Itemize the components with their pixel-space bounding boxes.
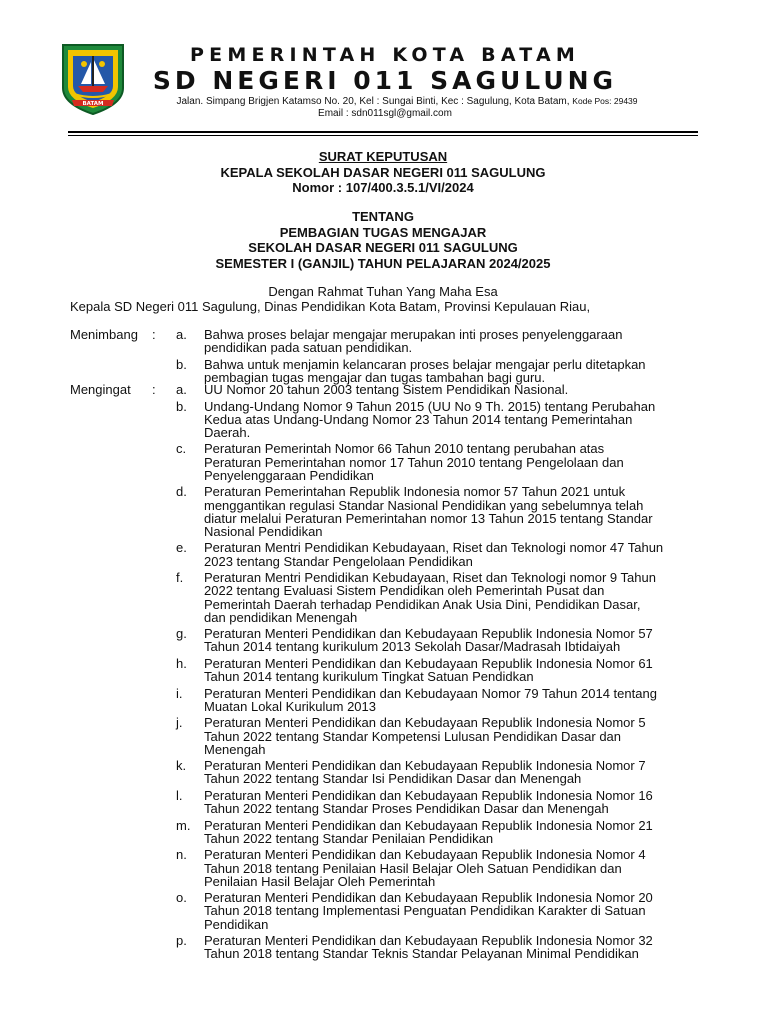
list-item (70, 918, 700, 931)
item-text: Peraturan Menteri Pendidikan dan Kebudayaan Republik Indonesia Nomor 7 (204, 758, 646, 774)
list-item (70, 469, 700, 482)
decree-subject-line: SEMESTER I (GANJIL) TAHUN PELAJARAN 2024/2025 (215, 256, 551, 271)
letterhead-rule-thick (68, 131, 698, 133)
item-text: Peraturan Menteri Pendidikan dan Kebudayaan Republik Indonesia Nomor 16 (204, 787, 653, 803)
list-item (70, 904, 700, 917)
item-text: Peraturan Menteri Pendidikan dan Kebudayaan Republik Indonesia Nomor 5 (204, 715, 646, 731)
list-item (70, 700, 700, 713)
item-text: menggantikan regulasi Standar Nasional Pendidikan yang sebelumnya telah (204, 497, 644, 513)
label-colon: : (152, 382, 156, 397)
item-text: Tahun 2022 tentang Standar Proses Pendidikan Dasar dan Menengah (204, 801, 609, 817)
list-item (70, 743, 700, 756)
item-text: Peraturan Menteri Pendidikan dan Kebudayaan Republik Indonesia Nomor 32 (204, 933, 653, 949)
item-letter: p. (176, 933, 187, 949)
list-item (70, 512, 700, 525)
list-item (70, 400, 700, 413)
item-text: Tahun 2022 tentang Standar Kompetensi Lulusan Pendidikan Dasar dan (204, 728, 622, 744)
address-text: Jalan. Simpang Brigjen Katamso No. 20, Kel : Sungai Binti, Kec : Sagulung, Kota Batam, (176, 96, 570, 107)
school-name-heading: SD NEGERI 011 SAGULUNG (152, 66, 618, 95)
opening-phrase: Dengan Rahmat Tuhan Yang Maha Esa (268, 284, 498, 299)
item-text: pendidikan pada satuan pendidikan. (204, 340, 413, 356)
item-text: Peraturan Menteri Pendidikan dan Kebudayaan Republik Indonesia Nomor 61 (204, 655, 653, 671)
item-text: Peraturan Mentri Pendidikan Kebudayaan, Riset dan Teknologi nomor 9 Tahun (204, 570, 656, 586)
list-item (70, 611, 700, 624)
remembering-section (70, 383, 700, 961)
item-text: Tahun 2018 tentang Penilaian Hasil Belajar Oleh Satuan Pendidikan dan (204, 860, 622, 876)
item-letter: o. (176, 890, 187, 906)
list-item (70, 819, 700, 832)
item-text: Peraturan Menteri Pendidikan dan Kebudayaan Republik Indonesia Nomor 21 (204, 817, 653, 833)
item-text: Undang-Undang Nomor 9 Tahun 2015 (UU No 9 Th. 2015) tentang Perubahan (204, 398, 656, 414)
decree-about: TENTANG (352, 209, 414, 224)
item-letter: a. (176, 382, 187, 397)
remembering-label: Mengingat (70, 382, 131, 397)
item-letter: d. (176, 484, 187, 500)
list-item (70, 341, 700, 354)
item-text: 2022 tentang Evaluasi Sistem Pendidikan oleh Pemerintah Pusat dan (204, 583, 605, 599)
item-text: Bahwa untuk menjamin kelancaran proses belajar mengajar perlu ditetapkan (204, 356, 646, 372)
list-item (70, 383, 700, 396)
item-text: diatur melalui Peraturan Pemerintahan nomor 13 Tahun 2015 tentang Standar (204, 510, 653, 526)
item-text: dan pendidikan Menengah (204, 609, 358, 625)
considering-section (70, 328, 700, 384)
list-item (70, 485, 700, 498)
item-text: Peraturan Pemerintahan Republik Indonesia nomor 57 Tahun 2021 untuk (204, 484, 626, 500)
list-item (70, 525, 700, 538)
list-item (70, 442, 700, 455)
item-text: 2023 tentang Standar Pengelolaan Pendidikan (204, 553, 473, 569)
item-letter: e. (176, 540, 187, 556)
item-text: Pendidikan (204, 916, 269, 932)
item-letter: g. (176, 626, 187, 642)
item-letter: a. (176, 327, 187, 342)
item-text: Tahun 2014 tentang kurikulum Tingkat Satuan Pendidkan (204, 669, 534, 685)
item-letter: l. (176, 787, 183, 803)
decree-issuer: KEPALA SEKOLAH DASAR NEGERI 011 SAGULUNG (220, 165, 546, 180)
list-item (70, 413, 700, 426)
item-text: Menengah (204, 741, 266, 757)
item-text: Daerah. (204, 424, 251, 440)
item-text: Peraturan Mentri Pendidikan Kebudayaan, Riset dan Teknologi nomor 47 Tahun (204, 540, 664, 556)
item-text: Tahun 2018 tentang Implementasi Penguatan Pendidikan Karakter di Satuan (204, 903, 646, 919)
item-letter: f. (176, 570, 184, 586)
list-item (70, 584, 700, 597)
label-colon: : (152, 327, 156, 342)
decree-subject-line: PEMBAGIAN TUGAS MENGAJAR (279, 225, 487, 240)
item-letter: n. (176, 847, 187, 863)
item-text: Peraturan Pemerintahan nomor 17 Tahun 2010 tentang Pengelolaan dan (204, 454, 624, 470)
item-letter: k. (176, 758, 187, 774)
list-item (70, 716, 700, 729)
item-text: Tahun 2018 tentang Standar Teknis Standar Pelayanan Minimal Pendidikan (204, 946, 639, 962)
item-text: Bahwa proses belajar mengajar merupakan inti proses penyelenggaraan (204, 327, 623, 342)
school-email: Email : sdn011sgl@gmail.com (318, 108, 452, 119)
list-item (70, 875, 700, 888)
school-address (130, 96, 684, 107)
item-letter: j. (176, 715, 183, 731)
item-letter: b. (176, 356, 187, 372)
item-text: Pemerintah Daerah terhadap Pendidikan Anak Usia Dini, Pendidikan Dasar, (204, 596, 641, 612)
letterhead-rule-thin (68, 135, 698, 136)
item-text: Tahun 2014 tentang kurikulum 2013 Sekolah Dasar/Madrasah Ibtidaiyah (204, 639, 621, 655)
list-item (70, 456, 700, 469)
list-item (70, 598, 700, 611)
list-item (70, 640, 700, 653)
preamble-text: Kepala SD Negeri 011 Sagulung, Dinas Pendidikan Kota Batam, Provinsi Kepulauan Riau, (70, 299, 591, 314)
item-text: Kedua atas Undang-Undang Nomor 23 Tahun 2014 tentang Pemerintahan (204, 411, 633, 427)
item-text: Penilaian Hasil Belajar Oleh Pemerintah (204, 873, 436, 889)
item-text: UU Nomor 20 tahun 2003 tentang Sistem Pendidikan Nasional. (204, 382, 569, 397)
item-letter: h. (176, 655, 187, 671)
list-item (70, 541, 700, 554)
item-text: pembagian tugas mengajar dan tugas tambahan bagi guru. (204, 369, 546, 385)
batam-city-logo-icon (60, 42, 126, 116)
list-item (70, 772, 700, 785)
list-item (70, 687, 700, 700)
item-letter: m. (176, 817, 191, 833)
item-letter: i. (176, 685, 183, 701)
item-text: Penyelenggaraan Pendidikan (204, 467, 374, 483)
item-text: Nasional Pendidikan (204, 523, 323, 539)
list-item (70, 730, 700, 743)
item-text: Peraturan Menteri Pendidikan dan Kebudayaan Republik Indonesia Nomor 57 (204, 626, 653, 642)
decree-subject-line: SEKOLAH DASAR NEGERI 011 SAGULUNG (248, 240, 518, 255)
item-letter: b. (176, 398, 187, 414)
list-item (70, 848, 700, 861)
government-heading: PEMERINTAH KOTA BATAM (190, 44, 580, 66)
list-item (70, 947, 700, 960)
decree-number: Nomor : 107/400.3.5.1/VI/2024 (292, 180, 474, 195)
list-item (70, 670, 700, 683)
list-item (70, 555, 700, 568)
list-item (70, 862, 700, 875)
list-item (70, 426, 700, 439)
list-item (70, 832, 700, 845)
item-letter: c. (176, 441, 187, 457)
item-text: Tahun 2022 tentang Standar Isi Pendidikan Dasar dan Menengah (204, 771, 582, 787)
considering-label: Menimbang (70, 327, 138, 342)
item-text: Peraturan Pemerintah Nomor 66 Tahun 2010 tentang perubahan atas (204, 441, 605, 457)
item-text: Tahun 2022 tentang Standar Penilaian Pendidikan (204, 830, 494, 846)
item-text: Peraturan Menteri Pendidikan dan Kebudayaan Nomor 79 Tahun 2014 tentang (204, 685, 657, 701)
item-text: Muatan Lokal Kurikulum 2013 (204, 698, 376, 714)
svg-text:BATAM: BATAM (82, 101, 104, 107)
list-item (70, 358, 700, 371)
item-text: Peraturan Menteri Pendidikan dan Kebudayaan Republik Indonesia Nomor 20 (204, 890, 653, 906)
item-text: Peraturan Menteri Pendidikan dan Kebudayaan Republik Indonesia Nomor 4 (204, 847, 646, 863)
list-item (70, 802, 700, 815)
postal-code: Kode Pos: 29439 (572, 96, 638, 106)
decree-title: SURAT KEPUTUSAN (318, 149, 448, 164)
list-item (70, 499, 700, 512)
